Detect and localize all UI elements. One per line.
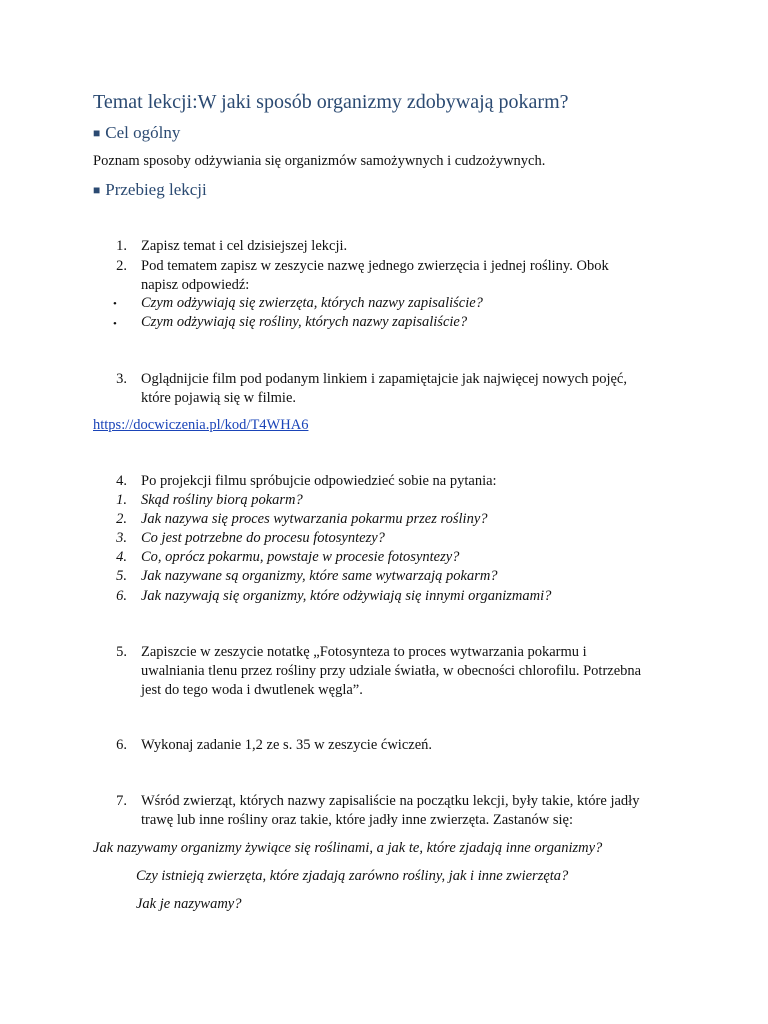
step-text: trawę lub inne rośliny oraz takie, które jadły inne zwierzęta. Zastanów się: <box>141 812 574 828</box>
final-question: Czy istnieją zwierzęta, które zjadają zarówno rośliny, jak i inne zwierzęta? <box>136 868 569 884</box>
question-text: Skąd rośliny biorą pokarm? <box>141 492 303 508</box>
course-heading-text: Przebieg lekcji <box>105 180 207 199</box>
step-text: Zapiszcie w zeszycie notatkę „Fotosynteza to proces wytwarzania pokarmu i <box>141 644 587 660</box>
step-number: 4. <box>116 473 127 489</box>
step-question: Czym odżywiają się zwierzęta, których nazwy zapisaliście? <box>141 295 483 311</box>
step-text: Pod tematem zapisz w zeszycie nazwę jednego zwierzęcia i jednej rośliny. Obok <box>141 258 609 274</box>
step-text: jest do tego woda i dwutlenek węgla”. <box>141 682 363 698</box>
step-text: które pojawią się w filmie. <box>141 390 297 406</box>
goal-heading-text: Cel ogólny <box>105 123 181 142</box>
question-number: 6. <box>116 588 127 604</box>
step-text: Zapisz temat i cel dzisiejszej lekcji. <box>141 238 348 254</box>
step-text: Oglądnijcie film pod podanym linkiem i zapamiętajcie jak najwięcej nowych pojęć, <box>141 371 627 387</box>
question-text: Co, oprócz pokarmu, powstaje w procesie fotosyntezy? <box>141 549 460 565</box>
step-number: 5. <box>116 644 127 660</box>
goal-text: Poznam sposoby odżywiania się organizmów samożywnych i cudzożywnych. <box>93 153 546 169</box>
bullet-icon: • <box>113 318 117 330</box>
final-question: Jak je nazywamy? <box>136 896 242 912</box>
step-text: Po projekcji filmu spróbujcie odpowiedzieć sobie na pytania: <box>141 473 497 489</box>
question-text: Jak nazywa się proces wytwarzania pokarmu przez rośliny? <box>141 511 488 527</box>
goal-heading <box>93 122 180 145</box>
square-bullet-icon: ■ <box>93 183 101 197</box>
step-number: 6. <box>116 737 127 753</box>
question-text: Jak nazywają się organizmy, które odżywiają się innymi organizmami? <box>141 588 552 604</box>
step-number: 2. <box>116 258 127 274</box>
step-text: napisz odpowiedź: <box>141 277 250 293</box>
question-text: Co jest potrzebne do procesu fotosyntezy? <box>141 530 385 546</box>
video-link[interactable]: https://docwiczenia.pl/kod/T4WHA6 <box>93 417 309 433</box>
step-question: Czym odżywiają się rośliny, których nazwy zapisaliście? <box>141 314 468 330</box>
step-text: Wykonaj zadanie 1,2 ze s. 35 w zeszycie ćwiczeń. <box>141 737 433 753</box>
final-question: Jak nazywamy organizmy żywiące się roślinami, a jak te, które zjadają inne organizmy? <box>93 840 603 856</box>
step-number: 3. <box>116 371 127 387</box>
lesson-title: Temat lekcji:W jaki sposób organizmy zdobywają pokarm? <box>93 91 569 113</box>
square-bullet-icon: ■ <box>93 126 101 140</box>
step-number: 1. <box>116 238 127 254</box>
question-number: 5. <box>116 568 127 584</box>
question-number: 4. <box>116 549 127 565</box>
question-number: 2. <box>116 511 127 527</box>
step-text: uwalniania tlenu przez rośliny przy udziale światła, w obecności chlorofilu. Potrzebna <box>141 663 642 679</box>
bullet-icon: • <box>113 298 117 310</box>
course-heading <box>93 179 207 202</box>
question-number: 1. <box>116 492 127 508</box>
step-text: Wśród zwierząt, których nazwy zapisaliście na początku lekcji, były takie, które jadły <box>141 793 640 809</box>
question-text: Jak nazywane są organizmy, które same wytwarzają pokarm? <box>141 568 498 584</box>
question-number: 3. <box>116 530 127 546</box>
step-number: 7. <box>116 793 127 809</box>
